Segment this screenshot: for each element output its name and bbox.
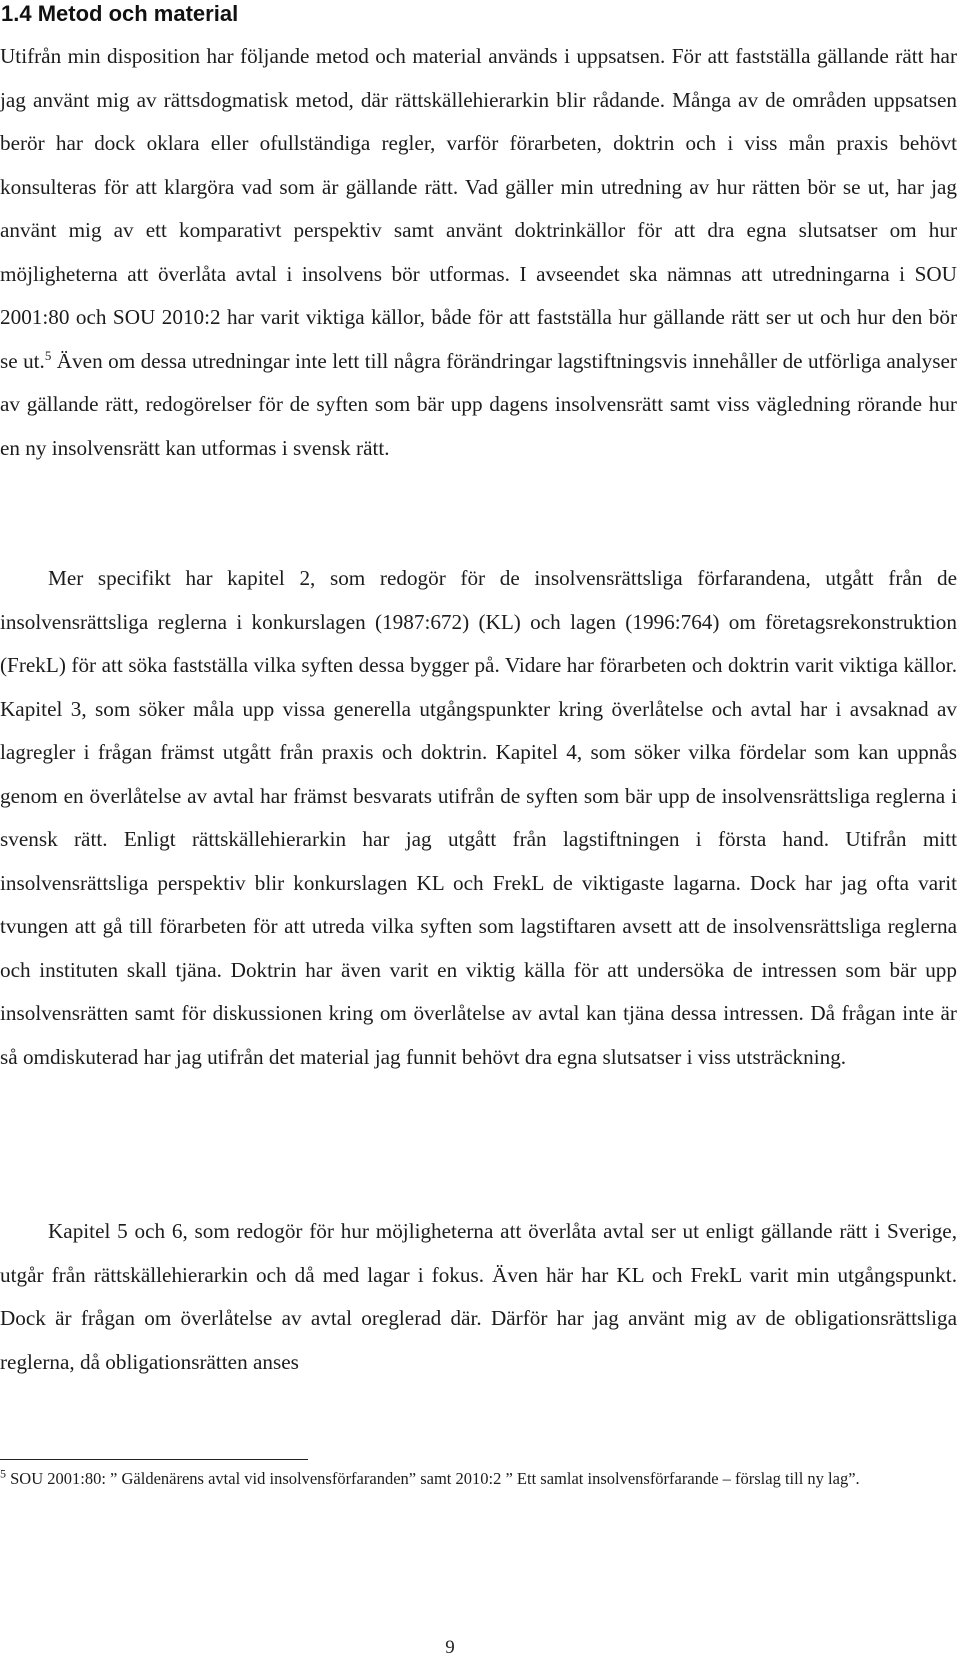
section-heading: 1.4 Metod och material (1, 1, 239, 26)
footnote-reference[interactable]: 5 (44, 347, 52, 363)
page-number: 9 (445, 1637, 455, 1658)
footnote-text: SOU 2001:80: ” Gäldenärens avtal vid insolvensförfaranden” samt 2010:2 ” Ett samlat insolvensförfarande – förslag till ny lag”. (6, 1469, 860, 1488)
paragraph-chapter-5-6: Kapitel 5 och 6, som redogör för hur möjligheterna att överlåta avtal ser ut enligt gällande rätt i Sverige, utgår från rättskällehierarkin och då med lagar i fokus. Även här har KL och FrekL varit min utgångspunkt. Dock är frågan om överlåtelse av avtal oreglerad där. Därför har jag använt mig av de obligationsrättsliga reglerna, då obligationsrätten anses (0, 1219, 957, 1374)
paragraph-text-continued: Även om dessa utredningar inte lett till några förändringar lagstiftningsvis innehåller de utförliga analyser av gällande rätt, redogörelser för de syften som bär upp dagens insolvensrätt samt viss vägledning rörande hur en ny insolvensrätt kan utformas i svensk rätt. (0, 348, 957, 460)
paragraph-method-intro (0, 35, 957, 470)
footnote-number: 5 (0, 1466, 6, 1481)
paragraph-chapter-sources: Mer specifikt har kapitel 2, som redogör för de insolvensrättsliga förfarandena, utgått från de insolvensrättsliga reglerna i konkurslagen (1987:672) (KL) och lagen (1996:764) om företagsrekonstruktion (FrekL) för att söka fastställa vilka syften dessa bygger på. Vidare har förarbeten och doktrin varit viktiga källor. Kapitel 3, som söker måla upp vissa generella utgångspunkter kring överlåtelse och avtal har i avsaknad av lagregler i frågan främst utgått från praxis och doktrin. Kapitel 4, som söker vilka fördelar som kan uppnås genom en överlåtelse av avtal har främst besvarats utifrån de syften som bär upp de insolvensrättsliga reglerna i svensk rätt. Enligt rättskällehierarkin har jag utgått från lagstiftningen i första hand. Utifrån mitt insolvensrättsliga perspektiv blir konkurslagen KL och FrekL de viktigaste lagarna. Dock har jag ofta varit tvungen att gå till förarbeten för att utreda vilka syften som lagstiftaren avsett att de insolvensrättsliga reglerna och instituten skall tjäna. Doktrin har även varit en viktig källa för att undersöka de intressen som bär upp insolvensrätten samt för diskussionen kring om överlåtelse av avtal kan tjäna dessa intressen. Då frågan inte är så omdiskuterad har jag utifrån det material jag funnit behövt dra egna slutsatser i viss utsträckning. (0, 566, 957, 1069)
footnote (0, 1466, 900, 1492)
footnote-divider (0, 1459, 308, 1460)
paragraph-text: Utifrån min disposition har följande metod och material används i uppsatsen. För att fastställa gällande rätt har jag använt mig av rättsdogmatisk metod, där rättskällehierarkin blir rådande. Många av de områden uppsatsen berör har dock oklara eller ofullständiga regler, varför förarbeten, doktrin och i viss mån praxis behövt konsulteras för att klargöra vad som är gällande rätt. Vad gäller min utredning av hur rätten bör se ut, har jag använt mig av ett komparativt perspektiv samt använt doktrinkällor för att dra egna slutsatser om hur möjligheterna att överlåta avtal i insolvens bör utformas. I avseendet ska nämnas att utredningarna i SOU 2001:80 och SOU 2010:2 har varit viktiga källor, både för att fastställa hur gällande rätt ser ut och hur den bör se ut. (0, 44, 957, 373)
